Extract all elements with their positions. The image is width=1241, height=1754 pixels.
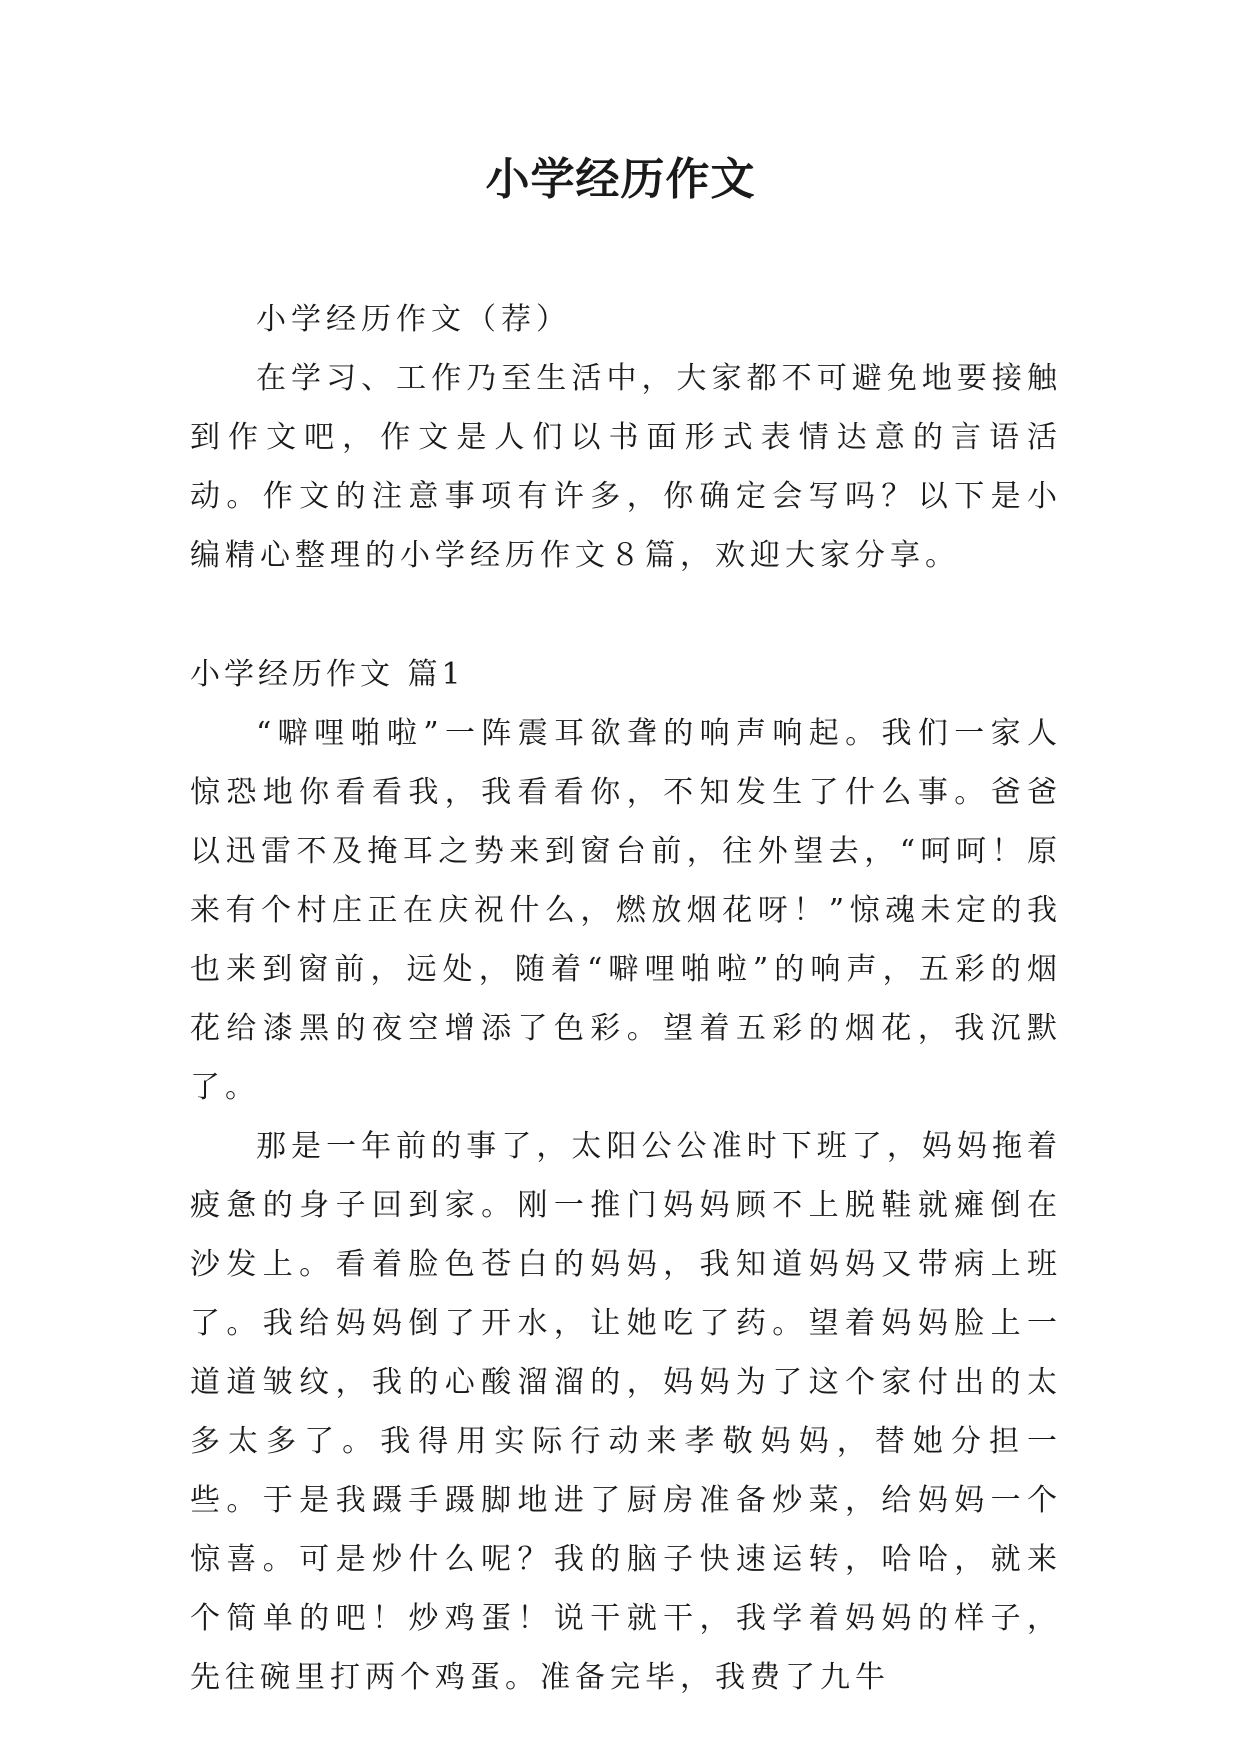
document-title: 小学经历作文 bbox=[485, 154, 756, 205]
intro-paragraph: 在学习、工作乃至生活中，大家都不可避免地要接触到作文吧，作文是人们以书面形式表情达意的言语活动。作文的注意事项有许多，你确定会写吗？以下是小编精心整理的小学经历作文８篇，欢迎大家分享。 bbox=[190, 361, 1062, 573]
document-subtitle: 小学经历作文（荐） bbox=[256, 302, 571, 337]
story-paragraph-2: 那是一年前的事了，太阳公公准时下班了，妈妈拖着疲惫的身子回到家。刚一推门妈妈顾不上脱鞋就瘫倒在沙发上。看着脸色苍白的妈妈，我知道妈妈又带病上班了。我给妈妈倒了开水，让她吃了药。望着妈妈脸上一道道皱纹，我的心酸溜溜的，妈妈为了这个家付出的太多太多了。我得用实际行动来孝敬妈妈，替她分担一些。于是我蹑手蹑脚地进了厨房准备炒菜，给妈妈一个惊喜。可是炒什么呢？我的脑子快速运转，哈哈，就来个简单的吧！炒鸡蛋！说干就干，我学着妈妈的样子，先往碗里打两个鸡蛋。准备完毕，我费了九牛 bbox=[190, 1129, 1062, 1695]
document-body bbox=[190, 290, 1062, 1707]
section-spacer bbox=[190, 585, 1062, 645]
section-heading: 小学经历作文 篇1 bbox=[190, 657, 465, 692]
story-paragraph-1: “噼哩啪啦”一阵震耳欲聋的响声响起。我们一家人惊恐地你看看我，我看看你，不知发生了什么事。爸爸以迅雷不及掩耳之势来到窗台前，往外望去，“呵呵！原来有个村庄正在庆祝什么，燃放烟花呀！”惊魂未定的我也来到窗前，远处，随着“噼哩啪啦”的响声，五彩的烟花给漆黑的夜空增添了色彩。望着五彩的烟花，我沉默了。 bbox=[190, 716, 1062, 1105]
